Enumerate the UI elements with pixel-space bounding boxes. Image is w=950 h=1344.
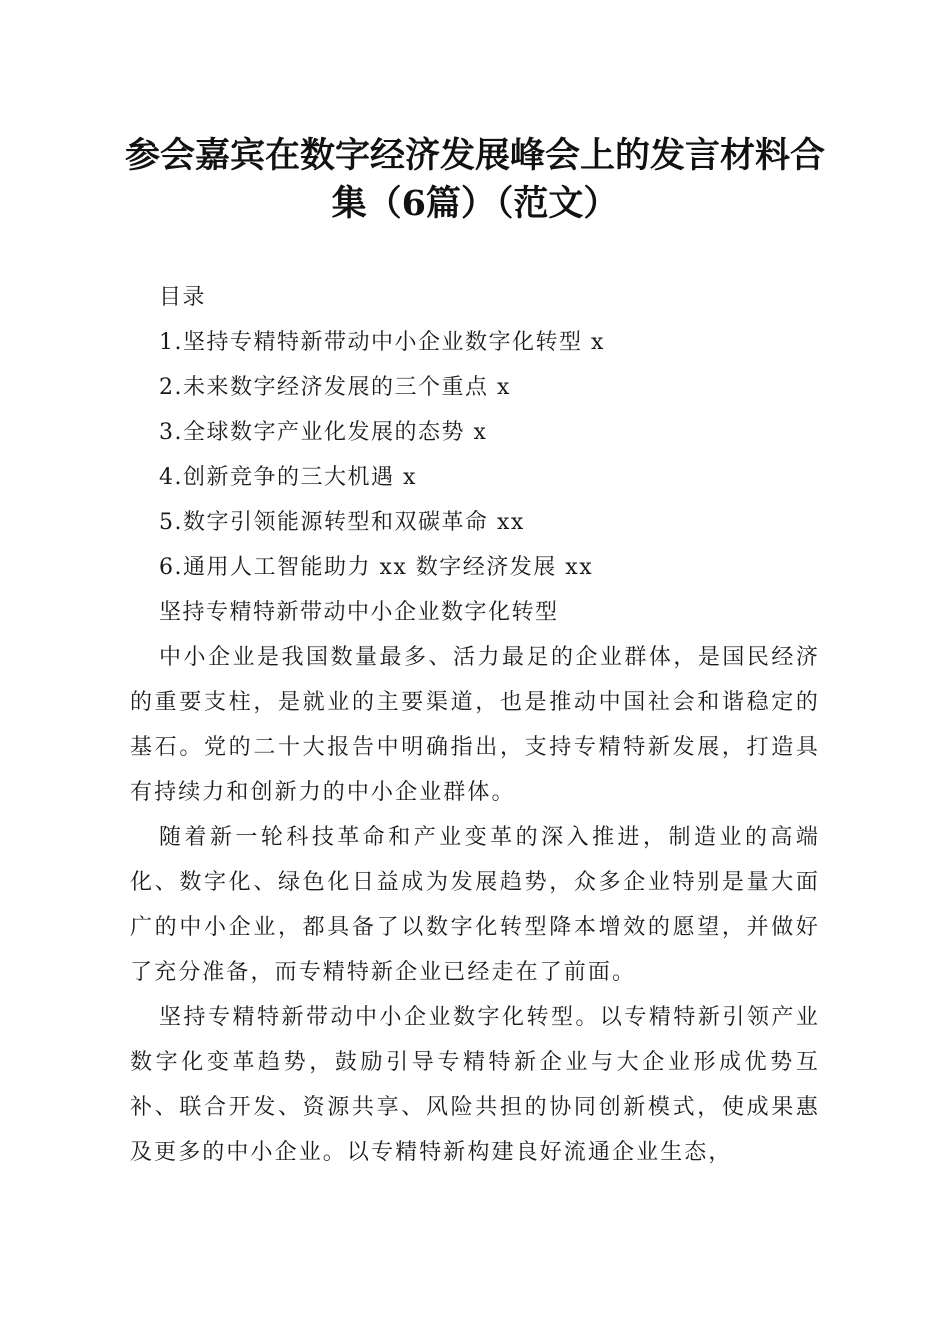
toc-item-5: 5.数字引领能源转型和双碳革命 xx bbox=[159, 510, 525, 535]
title-line-2: 集（6篇）（范文） bbox=[331, 183, 619, 224]
paragraph-2: 随着新一轮科技革命和产业变革的深入推进，制造业的高端化、数字化、绿色化日益成为发展趋势，众多企业特别是量大面广的中小企业，都具备了以数字化转型降本增效的愿望，并做好了充分准备，而专精特新企业已经走在了前面。 bbox=[130, 825, 820, 985]
document-body bbox=[130, 275, 830, 1175]
toc-item-6: 6.通用人工智能助力 xx 数字经济发展 xx bbox=[159, 555, 594, 580]
paragraph-3: 坚持专精特新带动中小企业数字化转型。以专精特新引领产业数字化变革趋势，鼓励引导专精特新企业与大企业形成优势互补、联合开发、资源共享、风险共担的协同创新模式，使成果惠及更多的中小企业。以专精特新构建良好流通企业生态， bbox=[130, 1005, 820, 1165]
toc-item-4: 4.创新竞争的三大机遇 x bbox=[159, 465, 417, 490]
section-heading: 坚持专精特新带动中小企业数字化转型 bbox=[159, 600, 559, 625]
toc-heading: 目录 bbox=[159, 285, 207, 310]
toc-item-1: 1.坚持专精特新带动中小企业数字化转型 x bbox=[159, 330, 605, 355]
toc-item-3: 3.全球数字产业化发展的态势 x bbox=[159, 420, 488, 445]
document-title bbox=[100, 132, 850, 228]
toc-item-2: 2.未来数字经济发展的三个重点 x bbox=[159, 375, 511, 400]
paragraph-1: 中小企业是我国数量最多、活力最足的企业群体，是国民经济的重要支柱，是就业的主要渠道，也是推动中国社会和谐稳定的基石。党的二十大报告中明确指出，支持专精特新发展，打造具有持续力和创新力的中小企业群体。 bbox=[130, 645, 820, 805]
title-line-1: 参会嘉宾在数字经济发展峰会上的发言材料合 bbox=[124, 135, 825, 176]
